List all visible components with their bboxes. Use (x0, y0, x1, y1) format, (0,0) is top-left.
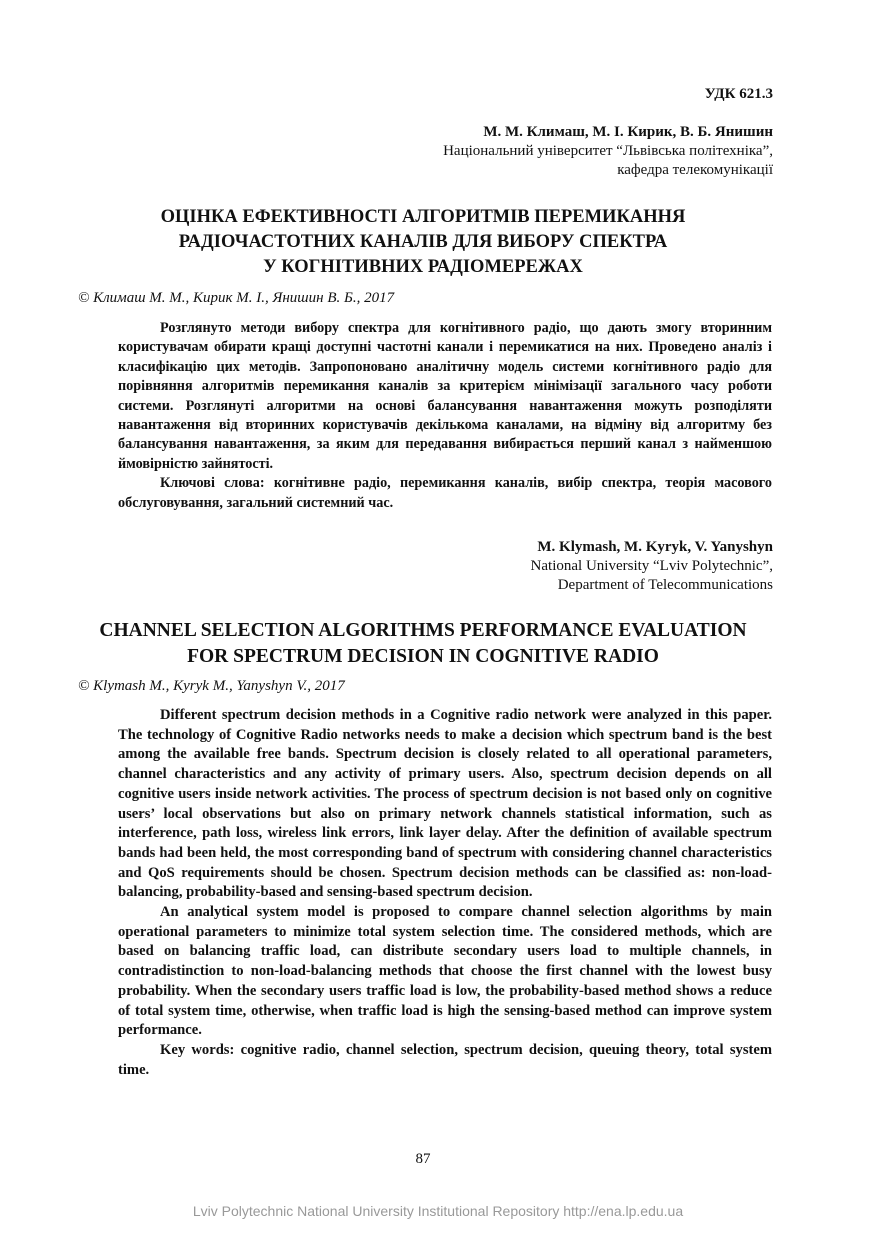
copyright-ukrainian: © Климаш М. М., Кирик М. І., Янишин В. Б., 2017 (78, 290, 395, 306)
title-english-line: FOR SPECTRUM DECISION IN COGNITIVE RADIO (187, 646, 659, 667)
abstract-english-paragraph-2: An analytical system model is proposed to compare channel selection algorithms by main operational parameters to minimize total system selection time. The considered methods, which are based on balancing traffic load, can distribute secondary users load to multiple channels, in contradistinction to non-load-balancing methods that choose the first channel with the lowest busy probability. When the secondary users traffic load is low, the probability-based method shows a reduce of total system time, otherwise, when traffic load is high the sensing-based method can improve system performance. (118, 904, 772, 1039)
title-ukrainian-line: У КОГНІТИВНИХ РАДІОМЕРЕЖАХ (263, 257, 583, 277)
keywords-english: Key words: cognitive radio, channel selection, spectrum decision, queuing theory, total system time. (118, 1041, 772, 1078)
abstract-ukrainian (118, 319, 772, 513)
title-ukrainian-line: РАДІОЧАСТОТНИХ КАНАЛІВ ДЛЯ ВИБОРУ СПЕКТРА (178, 232, 668, 252)
affiliation-ukrainian-line2: кафедра телекомунікації (617, 162, 773, 178)
title-ukrainian (70, 205, 776, 280)
abstract-english-paragraph-1: Different spectrum decision methods in a Cognitive radio network were analyzed in this paper. The technology of Cognitive Radio networks needs to make a decision which spectrum band is the best among the available free bands. Spectrum decision is closely related to all operational parameters, channel characteristics and any activity of primary users. Also, spectrum decision depends on all cognitive users inside network activities. The process of spectrum decision is not based only on cognitive users’ local observations but also on primary network channels statistical information, such as interference, path loss, wireless link errors, link layer delay. After the definition of available spectrum bands had been held, the most corresponding band of spectrum with considering channel characteristics and QoS requirements should be chosen. Spectrum decision methods can be classified as: non-load-balancing, probability-based and sensing-based spectrum decision. (118, 707, 772, 901)
title-english (70, 618, 776, 670)
affiliation-ukrainian-line1: Національний університет “Львівська політехніка”, (443, 143, 773, 159)
title-ukrainian-line: ОЦІНКА ЕФЕКТИВНОСТІ АЛГОРИТМІВ ПЕРЕМИКАННЯ (160, 207, 686, 227)
page-number: 87 (415, 1151, 431, 1167)
repository-footer: Lviv Polytechnic National University Institutional Repository http://ena.lp.edu.ua (192, 1203, 684, 1219)
abstract-ukrainian-text: Розглянуто методи вибору спектра для когнітивного радіо, що дають змогу вторинним користувачам обирати кращі доступні частотні канали і перемикатися на них. Проведено аналіз і класифікацію цих методів. Запропоновано аналітичну модель системи когнітивного радіо для порівняння алгоритмів перемикання каналів за критерієм мінімізації загального часу роботи системи. Розглянуті алгоритми на основі балансування навантаження можуть розподіляти навантаження від вторинних користувачів декількома каналами, на відміну від алгоритму без балансування навантаження, за яким для передавання вибирається перший канал з найменшою ймовірністю зайнятості. (118, 320, 772, 472)
authors-block-english (531, 538, 773, 595)
copyright-english: © Klymash M., Kyryk M., Yanyshyn V., 2017 (78, 678, 345, 694)
authors-block-ukrainian (443, 123, 773, 180)
affiliation-english-line1: National University “Lviv Polytechnic”, (530, 558, 773, 574)
authors-ukrainian: М. М. Климаш, М. І. Кирик, В. Б. Янишин (483, 124, 773, 140)
keywords-ukrainian: Ключові слова: когнітивне радіо, перемикання каналів, вибір спектра, теорія масового обслуговування, загальний системний час. (118, 475, 772, 511)
udk-code: УДК 621.3 (704, 86, 773, 102)
abstract-english (118, 706, 772, 1080)
affiliation-english-line2: Department of Telecommunications (557, 577, 773, 593)
title-english-line: CHANNEL SELECTION ALGORITHMS PERFORMANCE EVALUATION (99, 620, 747, 641)
authors-english: M. Klymash, M. Kyryk, V. Yanyshyn (537, 539, 773, 555)
